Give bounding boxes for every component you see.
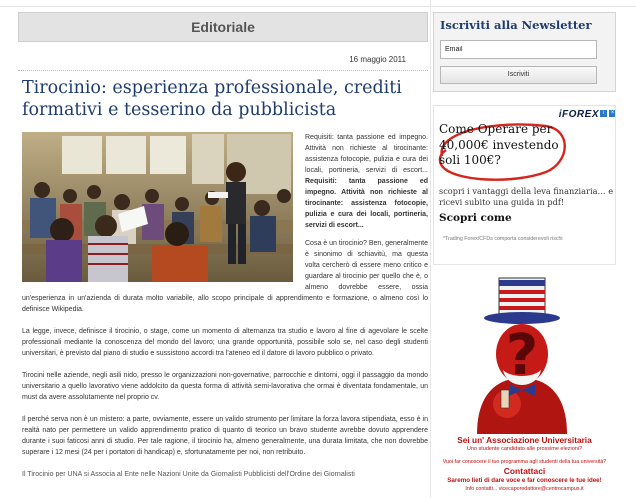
promo-contact-title: Contattaci [503,466,546,476]
promo-subtitle: Uno studente candidato alle prossime elezioni? [466,446,583,452]
requisiti-bold-text: Requisiti: tanta passione ed impegno. Attività non richieste al tirocinante: assistenza fotocopie, pulizia e cura dei locali, portineria, servizi di escort... [305,178,428,229]
ad-brand-logo: iFOREX [558,109,599,120]
paragraph-cosa-e: Cosa è un tirocinio? Ben, generalmente è sinonimo di schiavitù, ma questa volta cercherò di essere meno critico e guardare al tirocinio per quello che è, o almeno dovrebbe essere, ossia un'esperienza in un'azienda di durata molto variabile, allo scopo principale di apprendimento e formazione, o almeno così lo definisce Wikipedia. [22,240,428,313]
ad-text: scopri i vantaggi della leva finanziaria… e ricevi subito una guida in pdf! [439,186,614,207]
newsletter-title: Iscriviti alla Newsletter [440,18,592,32]
article-title[interactable]: Tirocinio: esperienza professionale, crediti formativi e tesserino da pubblicista [22,78,402,120]
section-header [18,12,428,42]
top-border [0,6,636,7]
classroom-photo-image [22,132,293,282]
ad-info-icon[interactable]: i [600,110,607,117]
promo-line: Vuoi far conoscere il tuo programma agli studenti della tua università? [442,459,607,465]
main-column [18,12,428,477]
paragraph-perche: Il perché serva non è un mistero: a parte, ovviamente, essere un valido strumento per limitare la forza lavora stipendiata, esso è in realtà nato per permettere un valido apprendimento pratico di quanto di teorico un bravo studente avrebbe dovuto apprendere durante i suoi faticosi anni di studio. Per tale ragione, il tirocinio ha, almeno generalmente, una durata limitata, che non dovrebbe superare i 12 mesi (24 per i portatori di handicap) e, sfortunatamente per noi, non retribuito. [22,416,428,456]
newsletter-subscribe-button[interactable]: Iscriviti [440,66,597,84]
newsletter-email-input[interactable] [440,40,597,59]
promo-contact-info[interactable]: Info contatti... vicecaporedattore@centrocampus.it [465,486,584,492]
promo-title: Sei un' Associazione Universitaria [457,435,592,445]
paragraph-cut-off: Il Tirocinio per UNA si Associa al Ente nelle Nazioni Unite da Giornalisti Pubblicisti dell'Ordine dei Giornalisti [22,471,355,477]
article-date: 16 maggio 2011 [349,55,406,64]
divider [18,70,428,71]
paragraph-legge: La legge, invece, definisce il tirocinio, o stage, come un momento di alternanza tra studio e lavoro al fine di agevolare le scelte professionali mediante la conoscenza del mondo del lavoro; una grande opportunità, possibile solo se, nel caso degli studenti universitari, è previsto dal piano di studio e sussistono accordi tra l'ateneo ed il datore di lavoro pubblico o privato. [22,328,428,357]
section-title: Editoriale [191,19,255,35]
paragraph-tirocini-aziende: Tirocini nelle aziende, negli asili nido, presso le organizzazioni non-governative, parrocchie e dintorni, oggi il passaggio da mondo universitario a quello lavorativo viene addolcito da questa forma di attività semi-lavorativa che ormai è diventata fondamentale, un must da avere assolutamente nel proprio cv. [22,372,428,401]
ad-close-icon[interactable]: × [610,110,615,116]
ad-headline: Come Operare per 40,000€ investendo soli 100€? [439,122,559,167]
sidebar [433,12,616,492]
ad-banner[interactable] [433,105,616,265]
requisiti-text: Requisiti: tanta passione ed impegno. Attività non richieste al tirocinante: assistenza fotocopie, pulizia e cura dei locali, portineria, servizi di escort... [305,134,428,174]
uncle-sam-question-icon [447,274,597,434]
newsletter-box [433,12,616,92]
svg-text:?: ? [505,323,539,388]
ad-cta-link[interactable]: Scopri come [439,212,512,224]
article-body [18,132,428,477]
promo-banner[interactable] [433,274,616,498]
article-photo [22,132,293,282]
promo-contact-subtitle: Saremo lieti di dare voce e far conoscere le tue idee! [447,477,602,484]
ad-disclaimer: *Trading Forex/CFDs comporta considerevoli rischi [443,236,563,242]
column-divider [430,0,431,498]
